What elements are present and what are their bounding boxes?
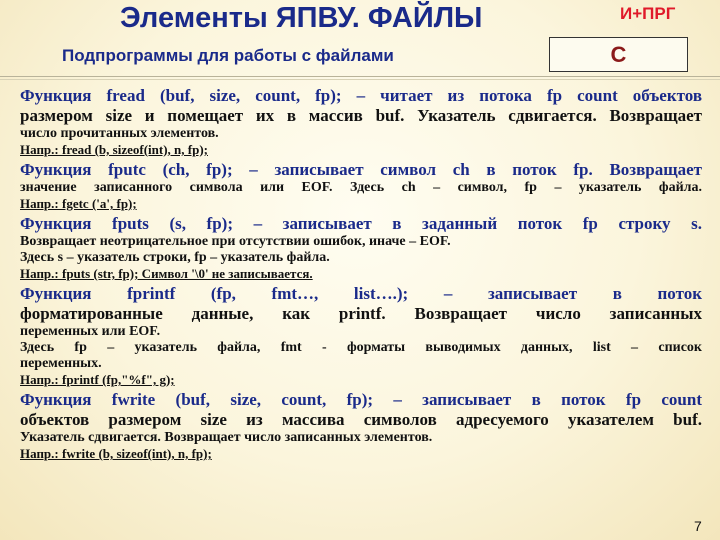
brand-label: И+ПРГ (620, 4, 676, 23)
fwrite-section (20, 390, 702, 462)
fputc-line-1: Функция fputc (ch, fp); – записывает символ ch в поток fp. Возвращает (20, 160, 702, 179)
fprintf-line-3: переменных или EOF. (20, 324, 161, 339)
header-divider-shadow (0, 79, 720, 80)
fprintf-line-5: переменных. (20, 356, 102, 371)
fprintf-line-1: Функция fprintf (fp, fmt…, list….); – записывает в поток (20, 284, 702, 303)
fputs-section (20, 214, 702, 282)
fread-example: Напр.: fread (b, sizeof(int), n, fp); (20, 142, 208, 157)
fputs-line-2: Возвращает неотрицательное при отсутствии ошибок, иначе – EOF. (20, 234, 451, 249)
slide-content (20, 86, 702, 462)
fprintf-line-4: Здесь fp – указатель файла, fmt - форматы выводимых данных, list – список (20, 340, 702, 355)
fwrite-example: Напр.: fwrite (b, sizeof(int), n, fp); (20, 446, 212, 461)
fwrite-line-2: объектов размером size из массива символов адресуемого указателем buf. (20, 410, 702, 429)
language-label: С (610, 41, 627, 67)
fputc-line-2: значение записанного символа или EOF. Здесь ch – символ, fp – указатель файла. (20, 180, 702, 195)
fputs-line-1: Функция fputs (s, fp); – записывает в заданный поток fp строку s. (20, 214, 702, 233)
fread-section (20, 86, 702, 158)
fread-line-3: число прочитанных элементов. (20, 126, 219, 141)
fprintf-section (20, 284, 702, 388)
fwrite-line-3: Указатель сдвигается. Возвращает число записанных элементов. (20, 430, 433, 445)
page-number: 7 (694, 518, 702, 534)
fputc-example: Напр.: fgetc ('a', fp); (20, 196, 137, 211)
page-title: Элементы ЯПВУ. ФАЙЛЫ (120, 2, 483, 34)
fwrite-line-1: Функция fwrite (buf, size, count, fp); – записывает в поток fp count (20, 390, 702, 409)
fputc-section (20, 160, 702, 212)
language-box (549, 37, 688, 72)
fread-line-1: Функция fread (buf, size, count, fp); – читает из потока fp count объектов (20, 86, 702, 105)
header-divider (0, 76, 720, 77)
fprintf-example: Напр.: fprintf (fp,"%f", g); (20, 372, 175, 387)
fprintf-line-2: форматированные данные, как printf. Возвращает число записанных (20, 304, 702, 323)
fputs-example: Напр.: fputs (str, fp); Символ '\0' не записывается. (20, 266, 313, 281)
fread-line-2: размером size и помещает их в массив buf. Указатель сдвигается. Возвращает (20, 106, 702, 125)
page-subtitle: Подпрограммы для работы с файлами (62, 46, 394, 65)
fputs-line-3: Здесь s – указатель строки, fp – указатель файла. (20, 250, 330, 265)
